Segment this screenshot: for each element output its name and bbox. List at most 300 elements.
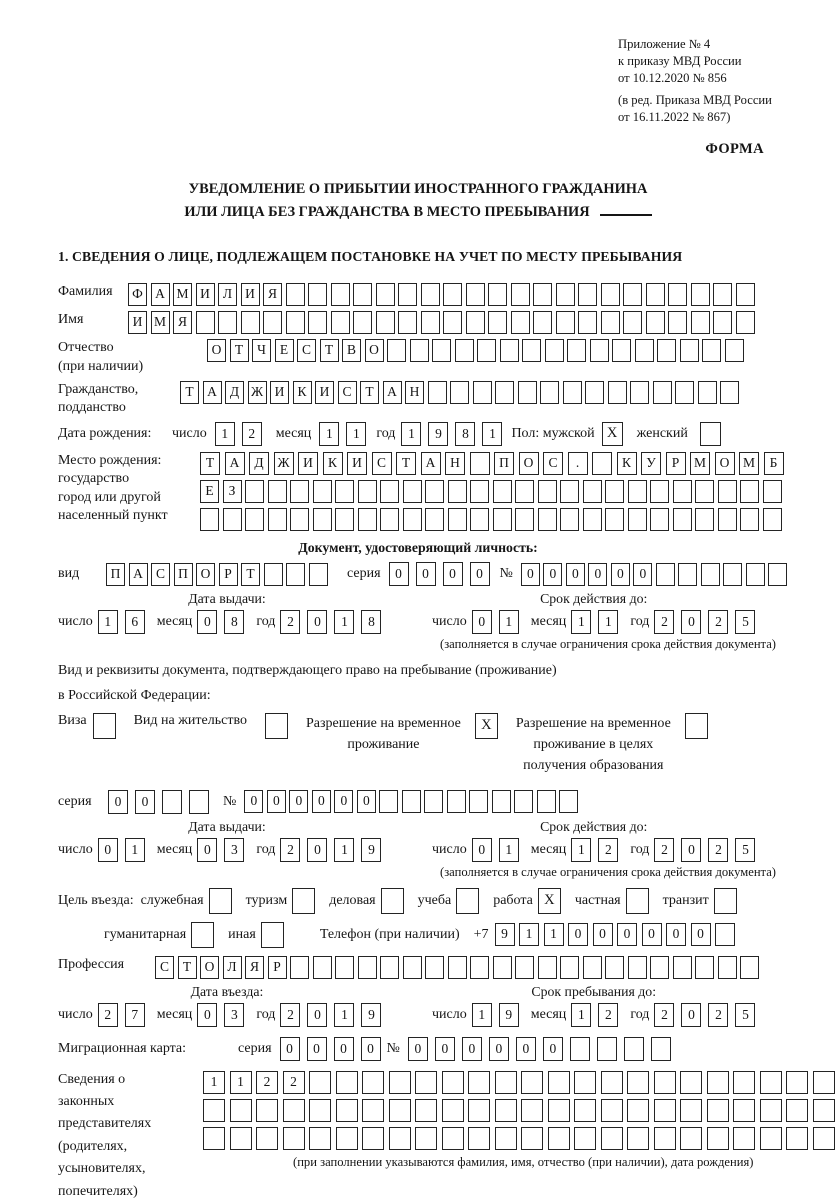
char-cell	[583, 956, 602, 979]
char-cell	[495, 381, 514, 404]
res-issue-year-cells	[280, 838, 381, 862]
char-cell: А	[151, 283, 170, 306]
char-cell	[521, 1127, 543, 1150]
char-cell: Е	[200, 480, 219, 503]
res-series-label: серия	[58, 793, 92, 809]
purpose-official-checkbox	[209, 888, 232, 914]
res-number-cells	[244, 790, 582, 813]
char-cell	[331, 311, 350, 334]
representatives-cells-block	[203, 1069, 839, 1170]
char-cell	[223, 508, 242, 531]
char-cell	[442, 1099, 464, 1122]
char-cell	[680, 1071, 702, 1094]
citizenship-row	[58, 381, 778, 417]
char-cell: 0	[307, 838, 327, 862]
residence-type-row	[58, 713, 778, 776]
char-cell: 0	[357, 790, 376, 813]
birth-place-label-line2: государство	[58, 471, 130, 487]
char-cell	[538, 956, 557, 979]
char-cell	[421, 283, 440, 306]
id-valid-group	[432, 591, 755, 634]
year-label: год	[630, 614, 650, 630]
char-cell	[308, 283, 327, 306]
char-cell	[402, 790, 421, 813]
char-cell	[196, 311, 215, 334]
valid-until-heading: Срок действия до:	[540, 591, 648, 607]
char-cell	[313, 956, 332, 979]
res-validity-note: (заполняется в случае ограничения срока действия документа)	[440, 864, 776, 879]
char-cell	[650, 480, 669, 503]
char-cell: 1	[598, 610, 618, 634]
char-cell	[707, 1099, 729, 1122]
char-cell	[521, 1071, 543, 1094]
entry-day-cells	[98, 1003, 145, 1027]
char-cell	[308, 311, 327, 334]
char-cell	[469, 790, 488, 813]
id-validity-note: (заполняется в случае ограничения срока действия документа)	[440, 637, 776, 652]
char-cell	[630, 381, 649, 404]
char-cell	[740, 956, 759, 979]
patronymic-cells	[207, 339, 747, 362]
id-issue-year-cells	[280, 610, 381, 634]
char-cell	[468, 1071, 490, 1094]
char-cell	[450, 381, 469, 404]
char-cell	[448, 956, 467, 979]
purpose-other-checkbox	[261, 922, 284, 948]
phone-label: Телефон (при наличии)	[319, 926, 460, 942]
char-cell	[668, 283, 687, 306]
char-cell: 0	[611, 563, 630, 586]
stay-month-cells	[571, 1003, 618, 1027]
char-cell: 5	[735, 1003, 755, 1027]
char-cell	[500, 339, 519, 362]
char-cell: 7	[125, 1003, 145, 1027]
char-cell: А	[129, 563, 148, 586]
year-label: год	[376, 426, 396, 442]
char-cell	[336, 1071, 358, 1094]
char-cell	[309, 1071, 331, 1094]
char-cell	[628, 956, 647, 979]
char-cell	[415, 1071, 437, 1094]
char-cell	[813, 1099, 835, 1122]
residence-permit-checkbox	[265, 713, 288, 739]
citizenship-label-line1: Гражданство,	[58, 381, 139, 397]
char-cell: Ж	[248, 381, 267, 404]
char-cell	[230, 1127, 252, 1150]
char-cell	[733, 1071, 755, 1094]
char-cell	[715, 923, 735, 946]
char-cell: 1	[401, 422, 421, 446]
char-cell	[488, 311, 507, 334]
temp-residence-label-line2: проживание	[347, 736, 420, 752]
char-cell: 1	[319, 422, 339, 446]
id-number-sign: №	[499, 566, 513, 582]
char-cell	[563, 381, 582, 404]
char-cell	[353, 311, 372, 334]
char-cell: 0	[642, 923, 662, 946]
purpose-tourism-checkbox	[292, 888, 315, 914]
char-cell: 0	[681, 838, 701, 862]
char-cell	[574, 1099, 596, 1122]
char-cell	[358, 508, 377, 531]
char-cell	[203, 1099, 225, 1122]
char-cell	[362, 1127, 384, 1150]
char-cell	[574, 1127, 596, 1150]
birth-place-label-line1: Место рождения:	[58, 453, 162, 469]
res-valid-group	[432, 819, 755, 862]
char-cell	[336, 1127, 358, 1150]
birth-place-label-line4: населенный пункт	[58, 507, 168, 523]
char-cell: 0	[472, 838, 492, 862]
char-cell: И	[347, 452, 367, 475]
char-cell: 2	[654, 838, 674, 862]
char-cell: 0	[408, 1037, 428, 1061]
phone-cells	[495, 923, 740, 946]
char-cell	[403, 508, 422, 531]
char-cell: 0	[334, 790, 353, 813]
char-cell	[585, 381, 604, 404]
char-cell	[701, 563, 720, 586]
char-cell	[230, 1099, 252, 1122]
char-cell	[612, 339, 631, 362]
stay-day-cells	[472, 1003, 519, 1027]
char-cell	[695, 480, 714, 503]
surname-label: Фамилия	[58, 284, 113, 300]
purpose-business-checkbox	[381, 888, 404, 914]
char-cell	[592, 452, 612, 475]
char-cell: И	[128, 311, 147, 334]
char-cell	[290, 956, 309, 979]
temp-residence-label	[306, 713, 461, 755]
char-cell: 0	[244, 790, 263, 813]
char-cell: 0	[543, 1037, 563, 1061]
char-cell	[601, 1099, 623, 1122]
char-cell	[268, 508, 287, 531]
char-cell: Т	[396, 452, 416, 475]
char-cell	[362, 1071, 384, 1094]
char-cell	[657, 339, 676, 362]
char-cell: Ж	[274, 452, 294, 475]
representatives-note: (при заполнении указываются фамилия, имя, отчество (при наличии), дата рождения)	[293, 1154, 754, 1169]
char-cell: А	[383, 381, 402, 404]
char-cell: 1	[519, 923, 539, 946]
char-cell	[668, 311, 687, 334]
char-cell	[713, 311, 732, 334]
char-cell: 1	[334, 838, 354, 862]
sex-female-label: женский	[636, 426, 688, 442]
char-cell	[675, 381, 694, 404]
char-cell	[245, 508, 264, 531]
char-cell	[560, 956, 579, 979]
amendment-line: от 16.11.2022 № 867)	[618, 109, 731, 124]
birth-year-cells	[401, 422, 502, 446]
char-cell: И	[315, 381, 334, 404]
id-kind-cells	[106, 563, 331, 586]
residence-doc-line1: Вид и реквизиты документа, подтверждающего право на пребывание (проживание)	[58, 663, 557, 679]
char-cell	[335, 508, 354, 531]
char-cell: 0	[416, 562, 436, 586]
char-cell	[309, 1099, 331, 1122]
char-cell	[680, 1127, 702, 1150]
patronymic-label-line1: Отчество	[58, 340, 114, 356]
birth-place-label	[58, 452, 200, 525]
char-cell	[515, 480, 534, 503]
char-cell: 0	[516, 1037, 536, 1061]
patronymic-label	[58, 339, 207, 375]
char-cell	[421, 311, 440, 334]
month-label: месяц	[156, 614, 193, 630]
birth-month-cells	[319, 422, 366, 446]
char-cell	[286, 311, 305, 334]
char-cell	[376, 311, 395, 334]
char-cell	[290, 480, 309, 503]
sex-male-label: Пол: мужской	[511, 426, 595, 442]
birth-date-row	[58, 422, 778, 446]
appendix-line: Приложение № 4	[618, 37, 711, 51]
purpose-work-label: работа	[493, 892, 533, 908]
char-cell	[218, 311, 237, 334]
char-cell: 2	[283, 1071, 305, 1094]
char-cell	[538, 480, 557, 503]
purpose-transit-label: транзит	[662, 892, 709, 908]
char-cell	[605, 956, 624, 979]
purpose-other-label: иная	[228, 926, 256, 942]
char-cell	[424, 790, 443, 813]
year-label: год	[630, 841, 650, 857]
char-cell: 0	[588, 563, 607, 586]
char-cell	[608, 381, 627, 404]
char-cell	[389, 1127, 411, 1150]
char-cell	[283, 1099, 305, 1122]
profession-cells	[155, 956, 763, 979]
char-cell: 8	[455, 422, 475, 446]
entry-dates-row	[58, 984, 778, 1027]
char-cell: А	[421, 452, 441, 475]
mig-series-label: серия	[238, 1040, 272, 1056]
representatives-label-line3: представителях	[58, 1116, 152, 1132]
char-cell	[583, 480, 602, 503]
char-cell	[578, 283, 597, 306]
char-cell	[673, 480, 692, 503]
char-cell: 2	[708, 1003, 728, 1027]
char-cell	[624, 1037, 644, 1061]
purpose-row2	[104, 922, 778, 948]
char-cell	[654, 1127, 676, 1150]
char-cell: 2	[280, 838, 300, 862]
representatives-label-line6: попечителях)	[58, 1183, 138, 1199]
char-cell: Н	[405, 381, 424, 404]
temp-residence-label-line1: Разрешение на временное	[305, 715, 461, 731]
char-cell	[283, 1127, 305, 1150]
char-cell: 0	[267, 790, 286, 813]
representatives-row2-cells	[203, 1099, 839, 1122]
residence-dates-row	[58, 819, 778, 862]
char-cell	[286, 283, 305, 306]
char-cell: Р	[666, 452, 686, 475]
patronymic-label-line2: (при наличии)	[58, 358, 144, 374]
char-cell	[514, 790, 533, 813]
temp-residence-edu-label-line2: проживание в целях	[533, 736, 654, 752]
char-cell	[548, 1071, 570, 1094]
char-cell: 2	[280, 610, 300, 634]
char-cell	[403, 956, 422, 979]
char-cell: 2	[708, 838, 728, 862]
char-cell	[398, 311, 417, 334]
char-cell: 9	[428, 422, 448, 446]
char-cell	[736, 311, 755, 334]
char-cell	[245, 480, 264, 503]
stay-until-heading: Срок пребывания до:	[531, 983, 657, 999]
char-cell: Я	[245, 956, 264, 979]
char-cell	[556, 283, 575, 306]
res-series-cells	[108, 790, 209, 814]
char-cell: О	[519, 452, 539, 475]
char-cell: 0	[307, 1037, 327, 1061]
char-cell	[695, 508, 714, 531]
purpose-label: Цель въезда:	[58, 892, 134, 908]
year-label: год	[256, 614, 276, 630]
char-cell: 0	[197, 610, 217, 634]
char-cell: 5	[735, 610, 755, 634]
char-cell: 0	[389, 562, 409, 586]
char-cell: А	[203, 381, 222, 404]
char-cell	[673, 956, 692, 979]
profession-row	[58, 956, 778, 979]
res-issue-group	[58, 819, 396, 862]
char-cell	[740, 480, 759, 503]
char-cell: 2	[598, 1003, 618, 1027]
char-cell	[560, 480, 579, 503]
stay-until-group	[432, 984, 755, 1027]
day-label: число	[432, 614, 467, 630]
char-cell: 2	[256, 1071, 278, 1094]
representatives-label-line1: Сведения о	[58, 1071, 126, 1087]
char-cell	[387, 339, 406, 362]
char-cell	[309, 563, 328, 586]
char-cell: 0	[566, 563, 585, 586]
char-cell: .	[568, 452, 588, 475]
char-cell	[428, 381, 447, 404]
char-cell: С	[543, 452, 563, 475]
month-label: месяц	[530, 1006, 567, 1022]
sex-female-checkbox	[700, 422, 721, 446]
char-cell: 0	[462, 1037, 482, 1061]
day-label: число	[58, 1006, 93, 1022]
day-label: число	[58, 841, 93, 857]
char-cell	[650, 508, 669, 531]
char-cell	[448, 480, 467, 503]
char-cell	[256, 1099, 278, 1122]
char-cell	[540, 381, 559, 404]
form-title-line1: УВЕДОМЛЕНИЕ О ПРИБЫТИИ ИНОСТРАННОГО ГРАЖДАНИНА	[188, 181, 648, 198]
char-cell: Е	[275, 339, 294, 362]
char-cell	[443, 311, 462, 334]
char-cell	[403, 480, 422, 503]
entry-date-heading: Дата въезда:	[190, 983, 264, 999]
char-cell	[718, 508, 737, 531]
purpose-transit-checkbox	[714, 888, 737, 914]
char-cell	[740, 508, 759, 531]
char-cell: Т	[241, 563, 260, 586]
char-cell: 0	[307, 610, 327, 634]
month-label: месяц	[530, 614, 567, 630]
id-valid-year-cells	[654, 610, 755, 634]
char-cell	[522, 339, 541, 362]
visa-checkbox	[93, 713, 116, 739]
char-cell: 8	[224, 610, 244, 634]
char-cell	[493, 956, 512, 979]
char-cell	[358, 956, 377, 979]
char-cell	[627, 1071, 649, 1094]
char-cell	[415, 1127, 437, 1150]
res-number-sign: №	[223, 793, 237, 809]
birth-place-label-line3: город или другой	[58, 489, 161, 505]
char-cell: И	[196, 283, 215, 306]
month-label: месяц	[275, 426, 312, 442]
char-cell	[733, 1099, 755, 1122]
char-cell	[556, 311, 575, 334]
char-cell: Ф	[128, 283, 147, 306]
form-title	[58, 178, 778, 224]
sex-male-checkbox: X	[602, 422, 623, 446]
char-cell	[533, 283, 552, 306]
char-cell	[455, 339, 474, 362]
purpose-business-label: деловая	[329, 892, 376, 908]
entry-year-cells	[280, 1003, 381, 1027]
res-issue-month-cells	[197, 838, 244, 862]
char-cell	[470, 956, 489, 979]
char-cell	[698, 381, 717, 404]
representatives-label-line2: законных	[58, 1093, 115, 1109]
char-cell: Я	[263, 283, 282, 306]
surname-row	[58, 283, 778, 306]
char-cell: 0	[98, 838, 118, 862]
char-cell	[646, 283, 665, 306]
char-cell	[162, 790, 182, 814]
char-cell	[702, 339, 721, 362]
char-cell	[515, 508, 534, 531]
char-cell	[733, 1127, 755, 1150]
char-cell	[331, 283, 350, 306]
id-doc-row	[58, 562, 778, 586]
char-cell	[538, 508, 557, 531]
char-cell: К	[293, 381, 312, 404]
char-cell	[189, 790, 209, 814]
char-cell: 1	[571, 838, 591, 862]
char-cell: 5	[735, 838, 755, 862]
char-cell	[473, 381, 492, 404]
char-cell: 9	[499, 1003, 519, 1027]
char-cell	[376, 283, 395, 306]
char-cell	[398, 283, 417, 306]
char-cell	[601, 1127, 623, 1150]
char-cell	[353, 283, 372, 306]
char-cell	[545, 339, 564, 362]
char-cell	[358, 480, 377, 503]
char-cell: А	[225, 452, 245, 475]
char-cell: 1	[334, 610, 354, 634]
temp-residence-checkbox: X	[475, 713, 498, 739]
char-cell: Р	[268, 956, 287, 979]
char-cell	[286, 563, 305, 586]
char-cell: И	[241, 283, 260, 306]
char-cell: 0	[135, 790, 155, 814]
char-cell	[574, 1071, 596, 1094]
id-dates-row	[58, 591, 778, 634]
char-cell: 0	[280, 1037, 300, 1061]
char-cell	[380, 956, 399, 979]
char-cell: Н	[445, 452, 465, 475]
